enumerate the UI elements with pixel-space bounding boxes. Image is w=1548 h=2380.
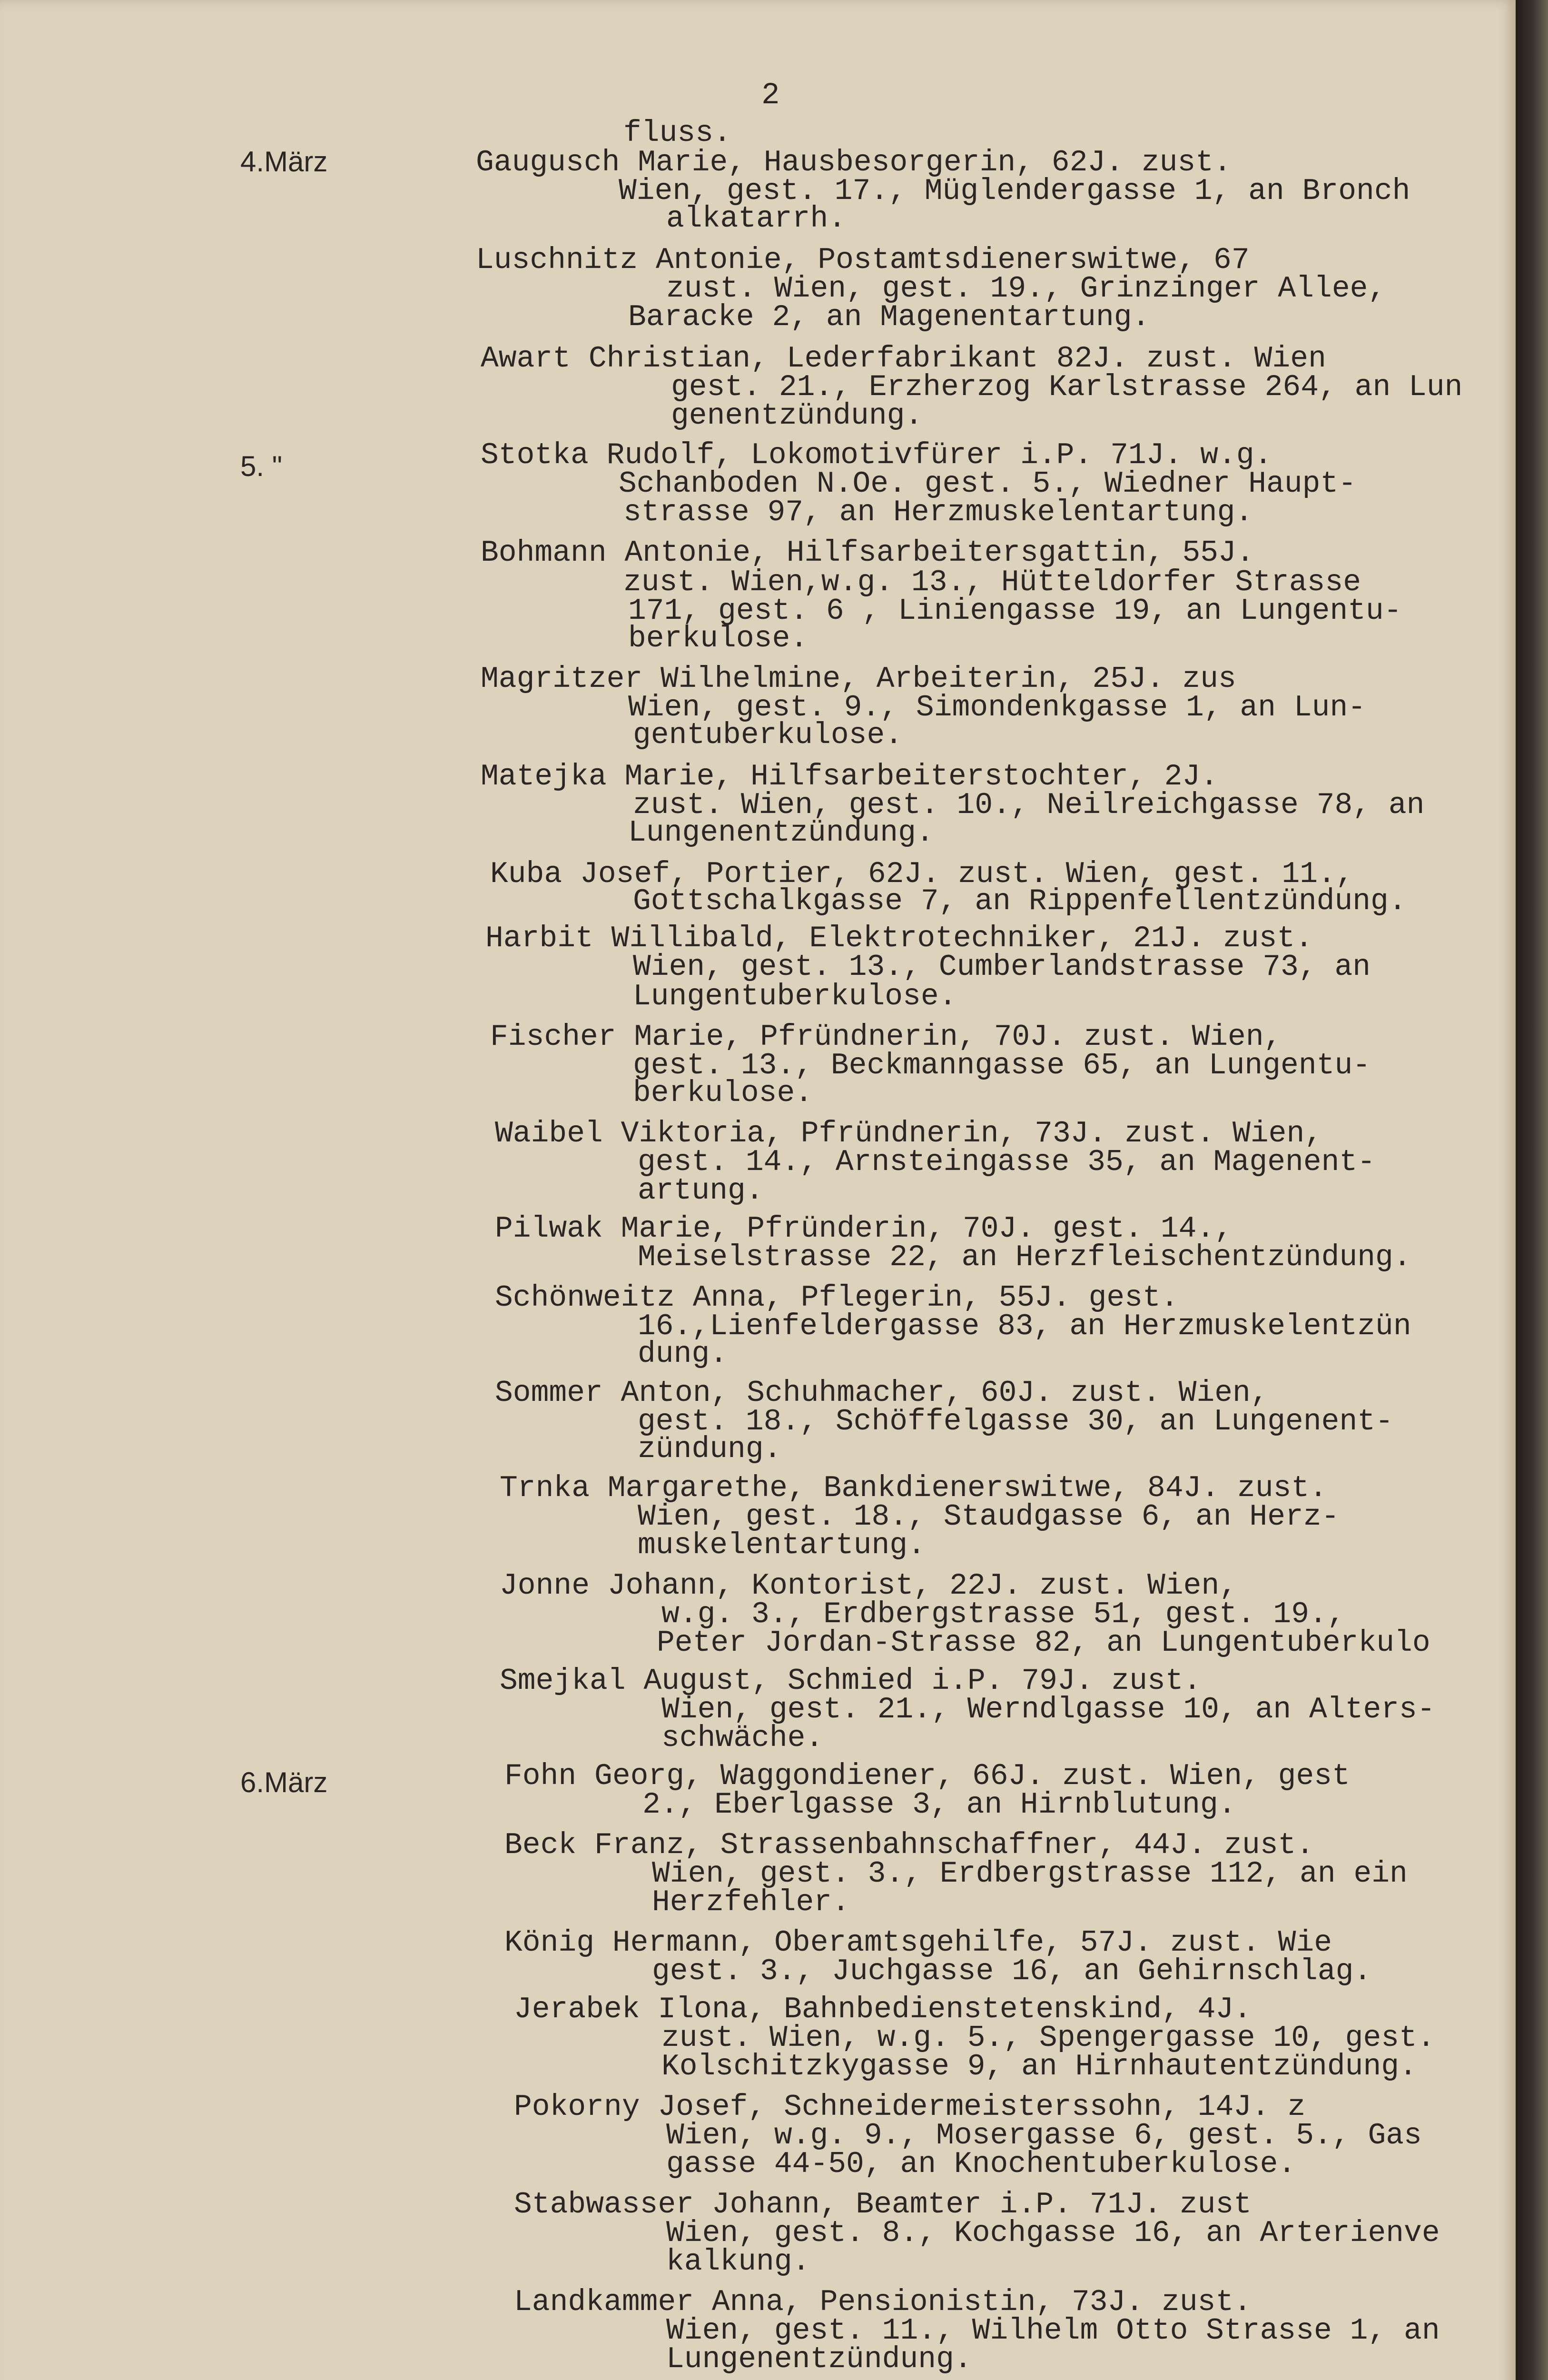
date-label: 4.März (240, 146, 328, 178)
text-line: strasse 97, an Herzmuskelentartung. (623, 496, 1253, 529)
text-line: alkatarrh. (666, 202, 847, 236)
text-line: Wien, gest. 9., Simondenkgasse 1, an Lun- (628, 691, 1366, 724)
text-line: Wien, gest. 3., Erdbergstrasse 112, an ein (652, 1857, 1408, 1891)
text-line: gest. 21., Erzherzog Karlstrasse 264, an Lun (671, 370, 1463, 404)
text-line: gest. 13., Beckmanngasse 65, an Lungentu- (633, 1049, 1371, 1082)
text-line: gest. 3., Juchgasse 16, an Gehirnschlag. (652, 1954, 1372, 1988)
text-line: kalkung. (666, 2245, 810, 2279)
text-line: Bohmann Antonie, Hilfsarbeitersgattin, 55J. (481, 536, 1254, 570)
text-line: Beck Franz, Strassenbahnschaffner, 44J. zust. (504, 1828, 1314, 1862)
text-line: Peter Jordan-Strasse 82, an Lungentuberkulo (657, 1626, 1430, 1660)
text-line: Trnka Margarethe, Bankdienerswitwe, 84J. zust. (500, 1471, 1328, 1505)
text-line: Pilwak Marie, Pfründerin, 70J. gest. 14., (495, 1212, 1233, 1246)
text-line: zust. Wien, w.g. 5., Spengergasse 10, gest. (661, 2021, 1435, 2055)
text-line: schwäche. (661, 1721, 824, 1755)
text-line: 2., Eberlgasse 3, an Hirnblutung. (642, 1788, 1236, 1822)
text-line: fluss. (623, 116, 731, 150)
text-line: Magritzer Wilhelmine, Arbeiterin, 25J. zus (481, 662, 1236, 696)
text-line: Wien, w.g. 9., Mosergasse 6, gest. 5., Gas (666, 2119, 1422, 2152)
text-line: Luschnitz Antonie, Postamtsdienerswitwe, 67 (476, 243, 1250, 277)
text-line: gentuberkulose. (633, 718, 903, 752)
text-line: gest. 18., Schöffelgasse 30, an Lungenent- (638, 1405, 1393, 1438)
text-line: Wien, gest. 11., Wilhelm Otto Strasse 1, an (666, 2314, 1440, 2348)
text-line: Wien, gest. 21., Werndlgasse 10, an Alters- (661, 1693, 1435, 1726)
text-line: Awart Christian, Lederfabrikant 82J. zust. Wien (481, 342, 1326, 376)
text-line: Pokorny Josef, Schneidermeisterssohn, 14J. z (514, 2090, 1306, 2124)
text-line: dung. (638, 1337, 728, 1371)
text-line: König Hermann, Oberamtsgehilfe, 57J. zust. Wie (504, 1926, 1332, 1960)
text-line: Schönweitz Anna, Pflegerin, 55J. gest. (495, 1281, 1179, 1315)
text-line: 171, gest. 6 , Liniengasse 19, an Lungentu- (628, 594, 1402, 628)
text-line: berkulose. (633, 1076, 813, 1110)
text-line: Sommer Anton, Schuhmacher, 60J. zust. Wien, (495, 1376, 1269, 1410)
text-line: Schanboden N.Oe. gest. 5., Wiedner Haupt- (619, 467, 1357, 501)
text-line: artung. (638, 1174, 764, 1208)
text-line: Smejkal August, Schmied i.P. 79J. zust. (500, 1664, 1202, 1698)
text-line: zust. Wien, gest. 10., Neilreichgasse 78, an (633, 788, 1425, 822)
text-line: Lungenentzündung. (628, 816, 934, 850)
text-line: Fohn Georg, Waggondiener, 66J. zust. Wien, gest (504, 1759, 1350, 1793)
text-line: Stotka Rudolf, Lokomotivfürer i.P. 71J. w.g. (481, 438, 1272, 472)
text-line: Landkammer Anna, Pensionistin, 73J. zust. (514, 2285, 1252, 2319)
text-line: Herzfehler. (652, 1885, 850, 1919)
text-line: berkulose. (628, 622, 809, 655)
text-line: gest. 14., Arnsteingasse 35, an Magenent- (638, 1145, 1376, 1179)
text-line: Stabwasser Johann, Beamter i.P. 71J. zust (514, 2188, 1252, 2221)
text-line: gasse 44-50, an Knochentuberkulose. (666, 2147, 1296, 2181)
date-label: 5. " (240, 450, 283, 482)
date-label: 6.März (240, 1766, 328, 1798)
text-line: Wien, gest. 18., Staudgasse 6, an Herz- (638, 1500, 1340, 1534)
text-line: Baracke 2, an Magenentartung. (628, 300, 1150, 334)
text-line: Meiselstrasse 22, an Herzfleischentzündung. (638, 1240, 1411, 1274)
text-line: Wien, gest. 17., Müglendergasse 1, an Bronch (619, 174, 1410, 208)
text-line: genentzündung. (671, 399, 923, 433)
text-line: w.g. 3., Erdbergstrasse 51, gest. 19., (661, 1597, 1345, 1631)
text-line: zust. Wien, gest. 19., Grinzinger Allee, (666, 272, 1386, 306)
text-line: Lungentuberkulose. (633, 980, 957, 1013)
text-line: 16.,Lienfeldergasse 83, an Herzmuskelentzün (638, 1309, 1411, 1343)
text-line: muskelentartung. (638, 1528, 926, 1562)
page-number: 2 (761, 79, 780, 113)
text-line: Jerabek Ilona, Bahnbedienstetenskind, 4J. (514, 1993, 1252, 2026)
text-line: Jonne Johann, Kontorist, 22J. zust. Wien, (500, 1569, 1238, 1603)
binding-edge (1516, 0, 1548, 2380)
text-line: Waibel Viktoria, Pfründnerin, 73J. zust. Wien, (495, 1117, 1323, 1150)
text-line: zündung. (638, 1432, 782, 1466)
text-line: Gaugusch Marie, Hausbesorgerin, 62J. zust. (476, 146, 1232, 179)
text-line: Matejka Marie, Hilfsarbeiterstochter, 2J. (481, 760, 1219, 793)
text-line: Fischer Marie, Pfründnerin, 70J. zust. Wien, (490, 1020, 1282, 1054)
text-line: Kuba Josef, Portier, 62J. zust. Wien, gest. 11., (490, 857, 1354, 891)
text-line: Kolschitzkygasse 9, an Hirnhautentzündung. (661, 2050, 1417, 2083)
text-line: Lungenentzündung. (666, 2342, 972, 2376)
text-line: Gottschalkgasse 7, an Rippenfellentzündung. (633, 884, 1407, 918)
text-line: Wien, gest. 8., Kochgasse 16, an Arterienve (666, 2216, 1440, 2250)
text-line: zust. Wien,w.g. 13., Hütteldorfer Strasse (623, 565, 1361, 599)
text-line: Harbit Willibald, Elektrotechniker, 21J. zust. (485, 922, 1313, 955)
text-line: Wien, gest. 13., Cumberlandstrasse 73, an (633, 950, 1371, 984)
